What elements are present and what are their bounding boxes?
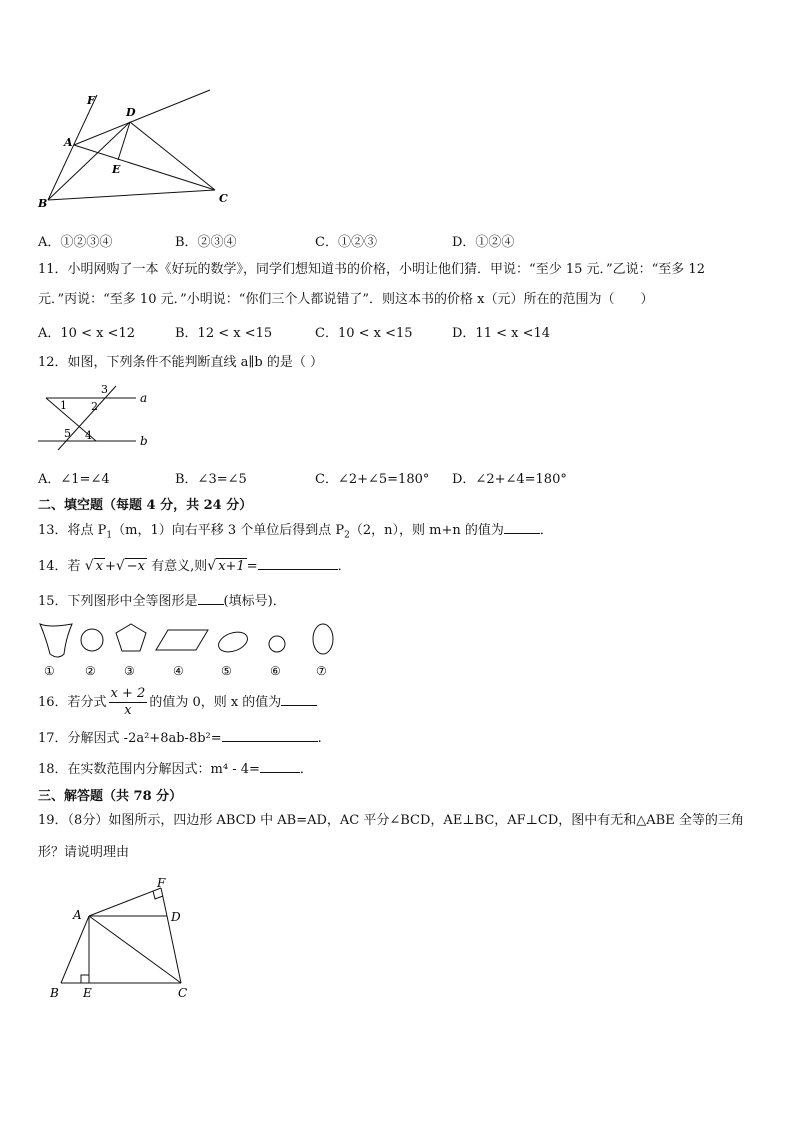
q14-post: ． bbox=[337, 559, 351, 574]
section-fill-in: 二、填空题（每题 4 分，共 24 分） bbox=[38, 498, 253, 513]
q16-denominator: x bbox=[124, 703, 132, 718]
q18-answer-blank[interactable] bbox=[260, 760, 300, 773]
q13-mid1: （m，1）向右平移 3 个单位后得到点 P bbox=[112, 523, 345, 538]
q19-stem-line2: 形？请说明理由 bbox=[38, 845, 130, 860]
q11-option-c: C．10 < x <15 bbox=[315, 326, 413, 341]
q11-option-d: D．11 < x <14 bbox=[452, 326, 551, 341]
q16-mid: 的值为 0，则 x 的值为 bbox=[149, 695, 282, 710]
q19-label-B: B bbox=[50, 986, 59, 1000]
section-solve: 三、解答题（共 78 分） bbox=[38, 789, 183, 804]
q15-label-3: ③ bbox=[124, 664, 135, 678]
q18-post: ． bbox=[299, 762, 313, 777]
q12-label-5: 5 bbox=[64, 427, 71, 440]
q14: 14．若 √ x +√ −x 有意义,则√ x+1 = ． bbox=[38, 558, 351, 574]
q14-pre: 14．若 bbox=[38, 559, 81, 574]
q12-stem: 12．如图，下列条件不能判断直线 a∥b 的是（ ） bbox=[38, 355, 324, 370]
q11-stem-line2: 元．”丙说：“至多 10 元．”小明说：“你们三个人都说错了”．则这本书的价格 x（元）所在的范围为（ ） bbox=[38, 292, 654, 307]
q10-label-C: C bbox=[219, 192, 228, 205]
q19-label-C: C bbox=[178, 986, 188, 1000]
q15-label-1: ① bbox=[44, 664, 55, 678]
q14-plus: + bbox=[104, 559, 116, 574]
q16-answer-blank[interactable] bbox=[281, 693, 317, 706]
q14-eq: = bbox=[246, 559, 258, 574]
q14-radicand-2: −x bbox=[126, 559, 146, 574]
q12-option-a: A．∠1=∠4 bbox=[38, 472, 110, 487]
q10-option-b: B．②③④ bbox=[175, 235, 237, 250]
q11-option-b: B．12 < x <15 bbox=[175, 326, 273, 341]
q15-post: (填标号)． bbox=[223, 594, 286, 609]
q12-label-1: 1 bbox=[60, 399, 67, 412]
q14-answer-blank[interactable] bbox=[258, 557, 338, 570]
q13-sub1: 1 bbox=[106, 530, 113, 541]
q15-label-2: ② bbox=[85, 664, 96, 678]
q10-label-F: F bbox=[87, 94, 95, 107]
q19-label-E: E bbox=[83, 986, 92, 1000]
q12-label-2: 2 bbox=[91, 400, 98, 413]
q11-stem-line1: 11．小明网购了一本《好玩的数学》，同学们想知道书的价格，小明让他们猜．甲说：“至少 15 元．”乙说：“至多 12 bbox=[38, 262, 705, 277]
q10-label-B: B bbox=[38, 197, 48, 210]
q12-label-b: b bbox=[140, 434, 148, 448]
q10-option-d: D．①②④ bbox=[452, 235, 515, 250]
q13-post: ． bbox=[539, 523, 553, 538]
q19-label-D: D bbox=[171, 910, 181, 924]
q17-answer-blank[interactable] bbox=[222, 729, 318, 742]
q19-figure bbox=[45, 875, 200, 1005]
q17 bbox=[38, 729, 322, 748]
q10-label-D: D bbox=[126, 106, 136, 119]
q13 bbox=[38, 521, 553, 545]
q14-mid: 有意义,则 bbox=[151, 559, 208, 574]
q15-label-6: ⑥ bbox=[270, 664, 281, 678]
q15-label-4: ④ bbox=[173, 664, 184, 678]
q15-shapes bbox=[36, 620, 346, 680]
q14-radicand-3: x+1 bbox=[218, 559, 245, 574]
q13-answer-blank[interactable] bbox=[504, 521, 540, 534]
q18 bbox=[38, 760, 313, 779]
q19-label-F: F bbox=[157, 876, 166, 890]
q13-mid2: （2，n），则 m+n 的值为 bbox=[349, 523, 504, 538]
q15-answer-blank[interactable] bbox=[198, 592, 224, 605]
q17-text: 17．分解因式 -2a²+8ab-8b²= bbox=[38, 731, 222, 746]
q10-label-A: A bbox=[64, 136, 73, 149]
q13-pre: 13．将点 P bbox=[38, 523, 107, 538]
q19-stem-line1: 19．（8分）如图所示，四边形 ABCD 中 AB=AD，AC 平分∠BCD，AE⊥BC，AF⊥CD，图中有无和△ABE 全等的三角 bbox=[38, 813, 744, 828]
q12-label-a: a bbox=[140, 391, 148, 405]
q17-post: . bbox=[317, 731, 322, 746]
q12-option-c: C．∠2+∠5=180° bbox=[315, 472, 430, 487]
q10-option-a: A．①②③④ bbox=[38, 235, 113, 250]
q16-fraction bbox=[109, 686, 148, 719]
q11-option-a: A．10 < x <12 bbox=[38, 326, 135, 341]
q13-sub2: 2 bbox=[344, 530, 350, 541]
q15-label-7: ⑦ bbox=[316, 664, 327, 678]
q16-numerator: x + 2 bbox=[110, 686, 146, 701]
q18-text: 18．在实数范围内分解因式：m⁴ - 4= bbox=[38, 762, 260, 777]
q10-figure bbox=[30, 80, 230, 215]
q14-radicand-1: x bbox=[95, 559, 103, 574]
q12-label-4: 4 bbox=[85, 429, 92, 442]
q15 bbox=[38, 592, 286, 611]
q12-option-b: B．∠3=∠5 bbox=[175, 472, 247, 487]
q16 bbox=[38, 683, 317, 723]
q10-option-c: C．①②③ bbox=[315, 235, 377, 250]
q19-label-A: A bbox=[73, 908, 82, 922]
q15-label-5: ⑤ bbox=[221, 664, 232, 678]
q12-figure bbox=[36, 378, 166, 453]
q12-option-d: D．∠2+∠4=180° bbox=[452, 472, 567, 487]
q10-label-E: E bbox=[112, 163, 121, 176]
q12-label-3: 3 bbox=[101, 383, 108, 396]
q15-stem: 15．下列图形中全等图形是 bbox=[38, 594, 198, 609]
q16-pre: 16．若分式 bbox=[38, 695, 107, 710]
